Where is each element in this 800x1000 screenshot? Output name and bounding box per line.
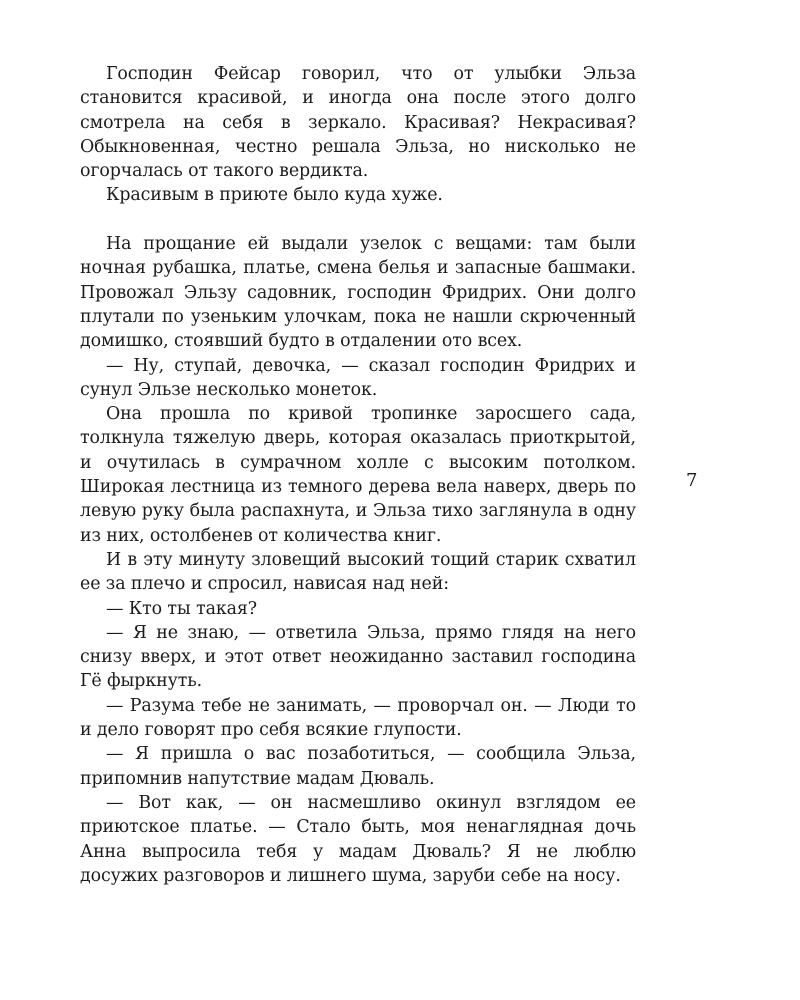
paragraph-6: И в эту минуту зловещий высокий тощий старик схватил ее за плечо и спросил, нависая над ней: (80, 549, 636, 595)
page-number: 7 (686, 470, 698, 491)
paragraph-4: — Ну, ступай, девочка, — сказал господин Фридрих и сунул Эльзе несколько монеток. (80, 355, 636, 400)
paragraph-3: На прощание ей выдали узелок с вещами: там были ночная рубашка, платье, смена белья и запасные башмаки. Провожал Эльзу садовник, господин Фридрих. Они долго плутали по узеньким улочкам, пока не нашли скрюченный домишко, стоявший будто в отдалении ото всех. (80, 234, 636, 352)
paragraph-11: — Вот как, — он насмешливо окинул взглядом ее приютское платье. — Стало быть, моя ненаглядная дочь Анна выпросила тебя у мадам Дюваль? Я не люблю досужих разговоров и лишнего шума, заруби себе на носу. (80, 792, 636, 886)
paragraph-9: — Разума тебе не занимать, — проворчал он. — Люди то и дело говорят про себя всякие глупости. (80, 695, 636, 741)
paragraph-10: — Я пришла о вас позаботиться, — сообщила Эльза, припомнив напутствие мадам Дюваль. (80, 744, 636, 789)
paragraph-7: — Кто ты такая? (106, 598, 258, 619)
section-break (80, 208, 636, 232)
paragraph-1: Господин Фейсар говорил, что от улыбки Эльза становится красивой, и иногда она после этого долго смотрела на себя в зеркало. Красивая? Некрасивая? Обыкновенная, честно решала Эльза, но нисколько не огорчалась от такого вердикта. (80, 64, 636, 182)
page-body-text (80, 62, 636, 888)
paragraph-2: Красивым в приюте было куда хуже. (106, 185, 443, 206)
paragraph-8: — Я не знаю, — ответила Эльза, прямо глядя на него снизу вверх, и этот ответ неожиданно заставил господина Гё фыркнуть. (80, 622, 636, 692)
paragraph-5: Она прошла по кривой тропинке заросшего сада, толкнула тяжелую дверь, которая оказалась приоткрытой, и очутилась в сумрачном холле с высоким потолком. Широкая лестница из темного дерева вела наверх, дверь по левую руку была распахнута, и Эльза тихо заглянула в одну из них, остолбенев от количества книг. (80, 404, 636, 546)
